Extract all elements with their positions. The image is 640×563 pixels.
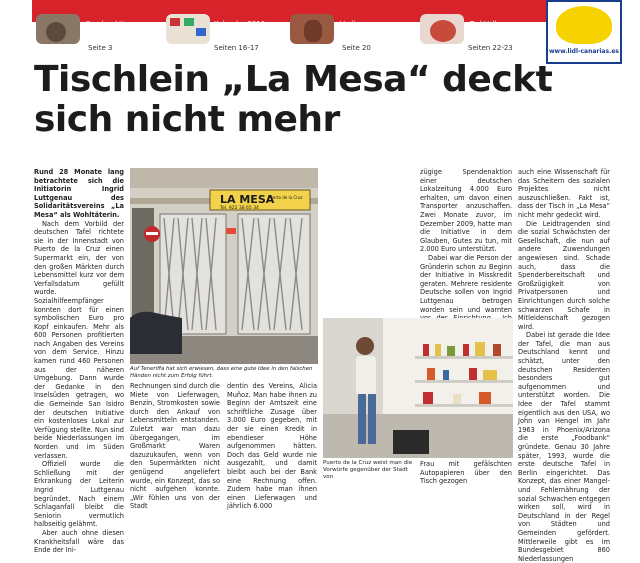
paragraph: Offiziell wurde die Schließung mit der Erkrankung der Leiterin Ingrid Luttgenau begründet. Nach einem Schlaganfall bleibt die Seniorin vermutlich halbseitig gelähmt. (34, 460, 124, 529)
paragraph: Dabei war die Person der Gründerin schon zu Beginn der Initiative in Misskredit geraten. Mehrere residente Deutsche sollen von Ingrid Luttgenau betrogen worden sein und warnten (420, 253, 512, 314)
teaser-3[interactable] (290, 14, 400, 54)
teaser-label: Seite 3 (88, 44, 113, 52)
header-strip (0, 0, 640, 56)
sign-name: LA MESA (220, 193, 275, 206)
column-4 (420, 168, 512, 340)
photo-caption-2: Puerto de la Cruz weist man die Vorwürfe gegenüber der Stadt von (323, 460, 413, 480)
shop-interior-image (323, 318, 513, 458)
teaser-label: Seiten 16-17 (214, 44, 259, 52)
teaser-top: Tod Volk (470, 20, 499, 28)
teaser-thumb (36, 14, 80, 44)
teaser-label: Seiten 22-23 (468, 44, 513, 52)
teaser-4[interactable] (420, 14, 535, 54)
paragraph: Frau mit gefälschten Autopapieren über den Tisch gezogen (420, 460, 512, 486)
teaser-top: Verlier (340, 20, 363, 28)
teaser-label: Seite 20 (342, 44, 371, 52)
teaser-thumb (166, 14, 210, 44)
sign-tel: Tel. 922 38 65 34 (220, 206, 259, 211)
teaser-thumb (420, 14, 464, 44)
column-2 (130, 382, 220, 511)
paragraph: Aber auch ohne diesen Krankheitsfall wäre das Ende der Ini- (34, 528, 124, 555)
storefront-image (130, 168, 318, 364)
teaser-1[interactable] (36, 14, 136, 54)
column-1 (34, 168, 124, 555)
column-3 (227, 382, 317, 511)
column-4-tail (420, 460, 512, 486)
teaser-2[interactable] (166, 14, 276, 54)
paragraph: Die Leidtragenden sind die sozial Schwächsten der Gesellschaft, die nun auf andere Zuwendungen angewiesen sind. Schade auch, dass die Spenderbereitschaft und Großzügigkeit von Privatpersonen und Einrichtungen durch solche schwarzen Schafe in Mitleidenschaft gezogen wird. (518, 219, 610, 331)
shop-interior-photo (323, 318, 513, 458)
logo-emblem (556, 6, 612, 44)
teaser-top: Kalender 2010 (214, 20, 266, 28)
teaser-thumb (290, 14, 334, 44)
teaser-top: Sonderaktion (86, 20, 133, 28)
article-title: Tischlein „La Mesa“ deckt sich nicht mehr (34, 59, 553, 140)
sign-sub: Puerto de la Cruz (268, 195, 303, 200)
paragraph: Rechnungen sind durch die Miete von Lieferwagen, Benzin, Stromkosten sowie durch den Ankauf von Lebensmitteln entstanden. Zuletzt war man dazu übergegangen, im Großmarkt Waren dazuzukaufen, wenn von den Supermärkten nicht genügend angeliefert wurde, ein Konzept, das so nicht aufgehen konnte. „Wir fühlen uns von der Stadt (130, 382, 220, 511)
paragraph: auch eine Wissenschaft für das Scheitern des sozialen Projektes nicht auszuschließen. Fakt ist, dass der Tisch in „La Mesa“ nicht mehr gedeckt wird. (518, 168, 610, 219)
storefront-photo (130, 168, 318, 364)
paragraph: dentin des Vereins, Alicia Muñoz. Man habe ihnen zu Beginn der Amtszeit eine schriftliche Zusage über 3.000 Euro gegeben, mit der sie einen Kredit in ebendieser Höhe aufgenommen hätten. Doch das Geld wurde nie ausgezahlt, und damit bleibt auch bei der Bank eine Rechnung offen. Zudem habe man ihnen einen Lieferwagen und jährlich 6.000 (227, 382, 317, 511)
logo-url: www.lidl-canarias.es (549, 48, 619, 55)
column-5 (518, 168, 610, 563)
paragraph: zügige Spendenaktion einer deutschen Lokalzeitung 4.000 Euro erhalten, um davon einen Transporter anzuschaffen. Zwei Monate zuvor, im Dezember 2009, hatte man die Initiative in dem Glauben, Gutes zu tun, mit 2.000 Euro unterstützt. (420, 168, 512, 254)
article-lead: Rund 28 Monate lang betrachtete sich die Initiatorin Ingrid Luttgenau des Solidaritätsvereins „La Mesa“ als Wohltäterin. (34, 168, 124, 219)
lidl-logo[interactable] (546, 0, 622, 64)
paragraph: Nach dem Vorbild der deutschen Tafel richtete sie in der Innenstadt von Puerto de la Cruz einen Supermarkt ein, der von den großen Märkten durch Lebensmittel kurz vor dem Verfallsdatum gefüllt wurde. Sozialhilfeempfänger konnten dort für einen symbolischen Euro pro Kopf einkaufen. Mehr als 600 Personen profitierten nach Angaben des Vereins von dem Service. Hinzu kamen rund 460 Personen aus der näheren Umgebung. Dann wurde der Gedanke in den Inselsüden getragen, wo die Gemeinde San Isidro der deutschen Initiative ein kostenloses Lokal zur Verfügung stellte. Nun sind beide Niederlassungen im Norden und im Süden verlassen. (34, 219, 124, 460)
photo-caption: Auf Teneriffa hat sich erwiesen, dass eine gute Idee in den falschen Händen nicht zum Erfolg führt. (130, 366, 313, 379)
paragraph: Dabei ist gerade die Idee der Tafel, die man aus Deutschland kennt und schätzt, unter den deutschen Residenten besonders gut aufgenommen und unterstützt worden. Die Idee der Tafel stammt eigentlich aus den USA, wo John van Hengel im Jahr 1963 in Phoenix/Arizona die erste „Foodbank“ gründete. Genau 30 Jahre später, 1993, wurde die erste deutsche Tafel in Berlin eingerichtet. Das Konzept, das einer Mangel- und Fehlernährung der sozial Schwachen entgegen wirken soll, wird in Deutschland in der Regel von Städten und Gemeinden gefördert. Mittlerweile gibt es im Bundesgebiet 860 Niederlassungen (518, 331, 610, 563)
